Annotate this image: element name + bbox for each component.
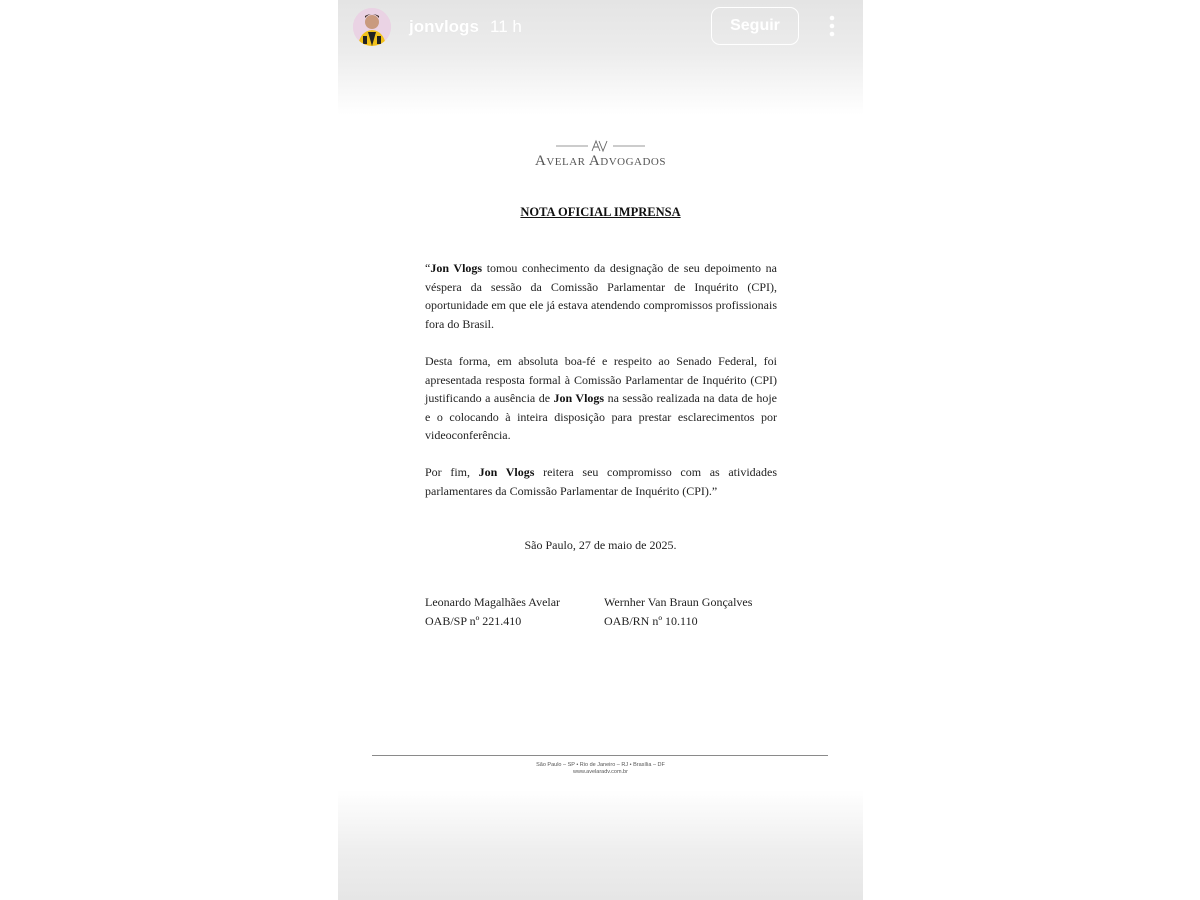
profile-picture <box>353 8 391 46</box>
date-line: São Paulo, 27 de maio de 2025. <box>524 538 677 552</box>
more-vertical-icon <box>824 14 840 40</box>
story-viewer[interactable] <box>338 0 863 900</box>
more-options-button[interactable] <box>824 14 840 40</box>
paragraph-text: tomou conhecimento da designação de seu depoimento na véspera da sessão da Comissão Parlamentar de Inquérito (CPI), oportunidade em que ele já estava atendendo compromissos profissionais fora do Brasil. <box>425 261 777 331</box>
footer-divider <box>372 755 828 756</box>
signatory-name: Wernher Van Braun Gonçalves <box>604 595 753 609</box>
paragraph-text: Desta forma, em absoluta boa-fé e respeito ao Senado Federal, foi apresentada resposta formal à Comissão Parlamentar de Inquérito (CPI) justificando a ausência de <box>425 354 777 406</box>
paragraph-text: Por fim, <box>425 465 479 479</box>
paragraph-1 <box>425 259 777 333</box>
footer-locations: São Paulo – SP • Rio de Janeiro – RJ • Brasília – DF <box>536 762 665 768</box>
avatar[interactable] <box>353 8 391 46</box>
paragraph-3 <box>425 463 777 500</box>
signatory-name: Leonardo Magalhães Avelar <box>425 595 561 609</box>
username[interactable]: jonvlogs <box>409 17 479 36</box>
law-firm-logo <box>488 138 713 174</box>
document-title: NOTA OFICIAL IMPRENSA <box>520 205 681 219</box>
follow-button[interactable]: Seguir <box>711 7 799 45</box>
signature-right <box>604 593 752 630</box>
signatory-registration: OAB/RN nº 10.110 <box>604 613 698 628</box>
story-header <box>338 0 863 56</box>
bold-name-text: Jon Vlogs <box>478 465 535 479</box>
paragraph-text: reitera seu compromisso com as atividades parlamentares da Comissão Parlamentar de Inquérito (CPI).” <box>425 465 777 498</box>
av-monogram-icon <box>488 138 713 154</box>
bold-name-text: Jon Vlogs <box>553 391 605 406</box>
signature-left <box>425 593 560 630</box>
paragraph-text: “ <box>425 261 431 275</box>
paragraph-text: na sessão realizada na data de hoje e o colocando à inteira disposição para prestar esclarecimentos por videoconferência. <box>425 391 777 443</box>
paragraph-2 <box>425 352 777 445</box>
bold-name-text: Jon Vlogs <box>430 261 483 275</box>
signatory-registration: OAB/SP nº 221.410 <box>425 613 522 628</box>
footer-website: www.avelaradv.com.br <box>573 769 628 775</box>
logo-text: Avelar Advogados <box>535 153 666 169</box>
story-timestamp: 11 h <box>490 17 522 36</box>
press-release-document <box>338 0 863 900</box>
